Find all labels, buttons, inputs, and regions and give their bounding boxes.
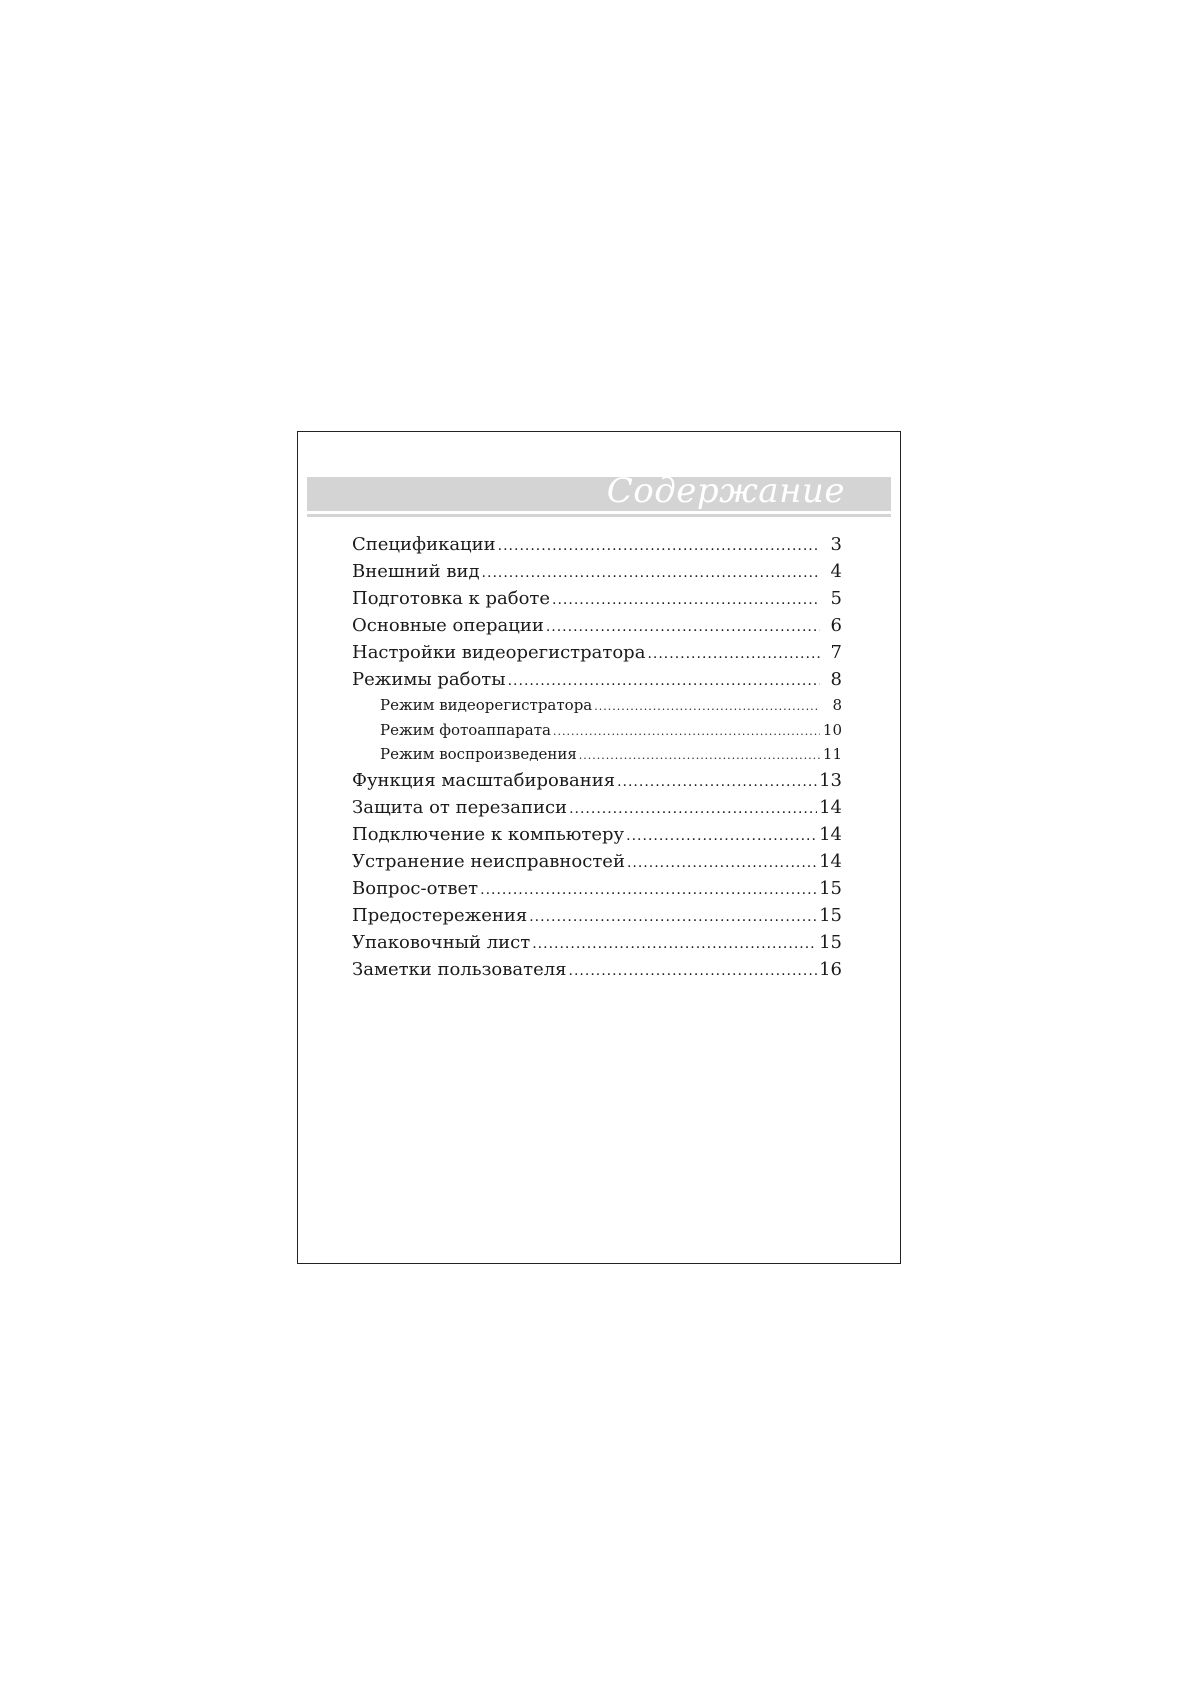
- toc-entry[interactable]: [352, 875, 842, 902]
- toc-entry-page-number: 10: [822, 720, 842, 739]
- toc-leader-dots: [594, 695, 820, 720]
- toc-subentry[interactable]: [352, 718, 842, 743]
- toc-entry-page-number: 7: [830, 642, 842, 663]
- toc-leader-dots: [617, 769, 817, 796]
- toc-entry[interactable]: [352, 612, 842, 639]
- toc-entry-page-number: 4: [830, 561, 842, 582]
- toc-entry-label: Основные операции: [352, 615, 544, 636]
- toc-entry-page-number: 16: [819, 958, 842, 980]
- toc-entry-page-number: 15: [819, 877, 842, 899]
- table-of-contents: [352, 531, 842, 983]
- toc-entry-page-number: 13: [819, 769, 842, 791]
- toc-leader-dots: [647, 641, 820, 668]
- toc-entry-page-number: 11: [822, 745, 842, 763]
- toc-entry-label: Режим видеорегистратора: [380, 696, 593, 714]
- toc-entry[interactable]: [352, 767, 842, 794]
- page-frame: [297, 431, 901, 1264]
- title-underline: [307, 514, 891, 517]
- toc-entry-label: Защита от перезаписи: [352, 796, 568, 818]
- toc-entry-label: Режимы работы: [352, 669, 506, 690]
- toc-leader-dots: [569, 958, 818, 985]
- toc-entry-page-number: 14: [819, 823, 842, 845]
- toc-leader-dots: [553, 720, 820, 745]
- toc-leader-dots: [546, 614, 820, 641]
- toc-entry-label: Подключение к компьютеру: [352, 823, 625, 845]
- toc-entry-label: Внешний вид: [352, 561, 480, 582]
- toc-entry-page-number: 5: [830, 588, 842, 609]
- toc-entry[interactable]: [352, 639, 842, 666]
- toc-entry-label: Настройки видеорегистратора: [352, 642, 646, 663]
- toc-entry-label: Предостережения: [352, 904, 528, 926]
- toc-entry[interactable]: [352, 558, 842, 585]
- toc-entry[interactable]: [352, 956, 842, 983]
- toc-subentry[interactable]: [352, 742, 842, 767]
- toc-leader-dots: [480, 877, 817, 904]
- toc-leader-dots: [552, 587, 820, 614]
- toc-entry-page-number: 6: [830, 615, 842, 636]
- toc-entry-label: Заметки пользователя: [352, 958, 567, 980]
- toc-entry-page-number: 14: [819, 796, 842, 818]
- page-title: Содержание: [606, 471, 845, 511]
- toc-entry-label: Режим воспроизведения: [380, 745, 577, 763]
- toc-entry-label: Подготовка к работе: [352, 588, 551, 609]
- toc-entry-page-number: 15: [819, 904, 842, 926]
- toc-leader-dots: [482, 560, 820, 587]
- toc-entry-label: Функция масштабирования: [352, 769, 616, 791]
- toc-entry[interactable]: [352, 821, 842, 848]
- toc-entry[interactable]: [352, 848, 842, 875]
- toc-leader-dots: [508, 668, 820, 695]
- toc-entry[interactable]: [352, 585, 842, 612]
- toc-entry-page-number: 8: [830, 669, 842, 690]
- toc-entry-page-number: 3: [830, 534, 842, 555]
- toc-entry[interactable]: [352, 794, 842, 821]
- toc-entry[interactable]: [352, 531, 842, 558]
- toc-leader-dots: [498, 533, 820, 560]
- toc-entry-label: Режим фотоаппарата: [380, 720, 551, 739]
- toc-leader-dots: [579, 744, 820, 769]
- toc-leader-dots: [627, 850, 817, 877]
- toc-entry-page-number: 14: [819, 850, 842, 872]
- toc-entry[interactable]: [352, 666, 842, 693]
- toc-leader-dots: [569, 796, 817, 823]
- toc-entry-page-number: 8: [832, 696, 842, 714]
- toc-entry-label: Вопрос-ответ: [352, 877, 479, 899]
- toc-entry-label: Упаковочный лист: [352, 931, 531, 953]
- toc-entry[interactable]: [352, 902, 842, 929]
- toc-entry-label: Спецификации: [352, 534, 496, 555]
- toc-leader-dots: [529, 904, 817, 931]
- toc-leader-dots: [626, 823, 817, 850]
- toc-entry-page-number: 15: [819, 931, 842, 953]
- toc-subentry[interactable]: [352, 693, 842, 718]
- title-band: [307, 471, 891, 511]
- toc-entry[interactable]: [352, 929, 842, 956]
- toc-leader-dots: [532, 931, 817, 958]
- toc-entry-label: Устранение неисправностей: [352, 850, 625, 872]
